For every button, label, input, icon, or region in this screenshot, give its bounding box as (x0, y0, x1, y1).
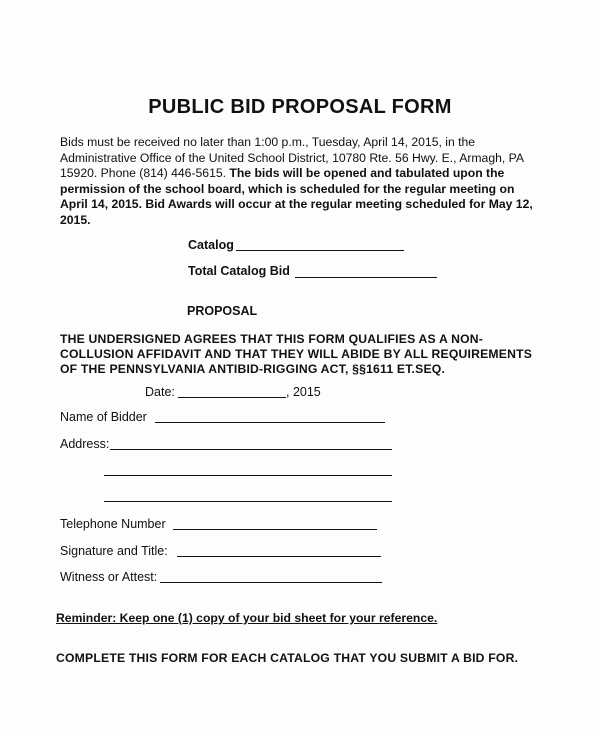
telephone-field[interactable] (173, 529, 377, 530)
reminder-note: Reminder: Keep one (1) copy of your bid sheet for your reference. (56, 611, 438, 625)
date-field[interactable] (178, 397, 286, 398)
total-catalog-bid-field[interactable] (295, 277, 437, 278)
bidder-name-field[interactable] (155, 422, 385, 423)
form-title: PUBLIC BID PROPOSAL FORM (148, 96, 452, 118)
intro-line: permission of the school board, which is scheduled for the regular meeting on (60, 181, 515, 196)
proposal-heading: PROPOSAL (187, 304, 258, 318)
intro-line: Bids must be received no later than 1:00 p.m., Tuesday, April 14, 2015, in the (60, 135, 476, 149)
catalog-label: Catalog (188, 238, 234, 252)
catalog-field[interactable] (236, 250, 404, 251)
date-year: , 2015 (286, 385, 321, 399)
completion-instruction: COMPLETE THIS FORM FOR EACH CATALOG THAT YOU SUBMIT A BID FOR. (56, 651, 519, 665)
total-catalog-bid-label: Total Catalog Bid (188, 264, 290, 278)
address-label: Address: (60, 437, 110, 451)
date-label: Date: (145, 385, 175, 399)
intro-line (60, 166, 560, 182)
address-field-line-1[interactable] (110, 449, 392, 450)
address-field-line-3[interactable] (104, 501, 392, 502)
bidder-name-label: Name of Bidder (60, 410, 147, 424)
witness-field[interactable] (160, 582, 382, 583)
affidavit-statement (60, 332, 560, 377)
intro-line: 2015. (60, 212, 91, 227)
intro-paragraph (60, 135, 560, 229)
intro-text: 15920. Phone (814) 446-5615. (60, 166, 230, 181)
address-field-line-2[interactable] (104, 475, 392, 476)
intro-bold-text: The bids will be opened and tabulated upon the (229, 166, 505, 181)
signature-label: Signature and Title: (60, 544, 168, 558)
signature-field[interactable] (177, 556, 381, 557)
affidavit-line: THE UNDERSIGNED AGREES THAT THIS FORM QUALIFIES AS A NON- (60, 332, 484, 346)
witness-label: Witness or Attest: (60, 570, 158, 584)
intro-line: April 14, 2015. Bid Awards will occur at the regular meeting scheduled for May 12, (60, 197, 533, 212)
intro-line: Administrative Office of the United School District, 10780 Rte. 56 Hwy. E., Armagh, PA (60, 150, 525, 165)
affidavit-line: COLLUSION AFFIDAVIT AND THAT THEY WILL ABIDE BY ALL REQUIREMENTS (60, 347, 533, 361)
telephone-label: Telephone Number (60, 517, 166, 531)
affidavit-line: OF THE PENNSYLVANIA ANTIBID-RIGGING ACT, §§1611 ET.SEQ. (60, 362, 446, 376)
